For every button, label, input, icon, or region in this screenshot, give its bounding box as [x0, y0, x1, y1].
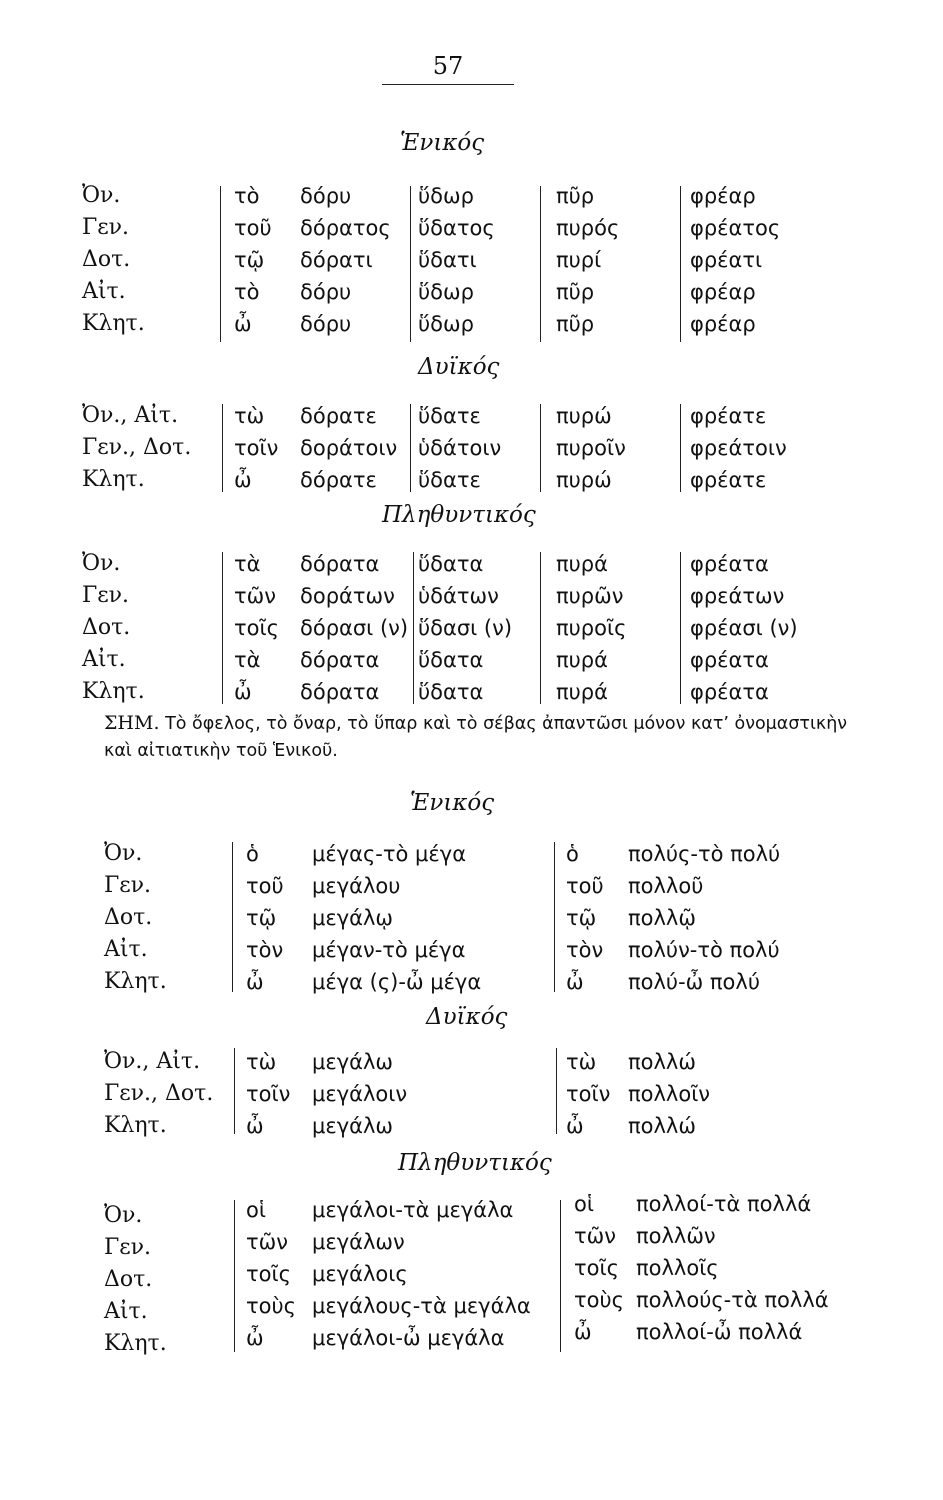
- word-form: ὕδωρ: [418, 280, 474, 304]
- article: τοῖν: [234, 436, 279, 460]
- word-form: δόρυ: [300, 280, 352, 304]
- word-form: φρέατα: [690, 680, 769, 704]
- word-form: ὕδασι (ν): [418, 616, 513, 640]
- article: ὦ: [246, 970, 264, 994]
- section1-singular-hydor: [418, 180, 495, 340]
- word-form: ὕδατος: [418, 216, 495, 240]
- divider: [234, 1048, 235, 1134]
- article: τῶν: [574, 1224, 616, 1248]
- section1-dual-articles: [234, 400, 278, 496]
- word-form: πολλῶν: [636, 1224, 716, 1248]
- word-form: δόρατα: [300, 552, 380, 576]
- word-form: πολλοῖν: [628, 1082, 711, 1106]
- section2-plural-art-polys: [574, 1188, 624, 1348]
- word-form: πυροῖς: [556, 616, 627, 640]
- note-text: Τὸ ὄφελος, τὸ ὄναρ, τὸ ὕπαρ καὶ τὸ σέβας ἀπαντῶσι μόνον κατ’ ὀνομαστικὴν καὶ αἰτιατικὴν τοῦ Ἑνικοῦ.: [104, 714, 848, 761]
- divider: [540, 404, 541, 492]
- case-label: Ὀν.: [82, 183, 121, 208]
- word-form: δόρασι (ν): [300, 616, 409, 640]
- word-form: φρέαρ: [690, 184, 756, 208]
- word-form: πυρά: [556, 680, 608, 704]
- word-form: μεγάλοι-τὰ μεγάλα: [312, 1198, 514, 1222]
- word-form: μεγάλω: [312, 1114, 393, 1138]
- case-label: Αἰτ.: [104, 1299, 148, 1324]
- word-form: ὕδατα: [418, 680, 484, 704]
- article: τὸ: [234, 184, 260, 208]
- article: ὦ: [234, 312, 252, 336]
- divider: [540, 552, 541, 704]
- word-form: φρέατος: [690, 216, 781, 240]
- word-form: πολλώ: [628, 1050, 696, 1074]
- article: ὦ: [234, 680, 252, 704]
- article: τοῖς: [574, 1256, 619, 1280]
- word-form: δόρατε: [300, 468, 377, 492]
- word-form: φρέατι: [690, 248, 763, 272]
- article: τὸν: [566, 938, 604, 962]
- word-form: μεγάλοις: [312, 1262, 408, 1286]
- article: τοῦ: [234, 216, 272, 240]
- word-form: πολλοί-τὰ πολλά: [636, 1192, 812, 1216]
- word-form: φρέατα: [690, 648, 769, 672]
- case-label: Δοτ.: [104, 905, 153, 930]
- word-form: πυρῶν: [556, 584, 624, 608]
- divider: [410, 404, 411, 492]
- case-label: Δοτ.: [82, 247, 131, 272]
- section1-plural-pyr: [556, 548, 626, 708]
- word-form: μέγα (ς)-ὦ μέγα: [312, 970, 482, 994]
- article: ὦ: [246, 1326, 264, 1350]
- word-form: πολλῷ: [628, 906, 696, 930]
- word-form: ὕδατι: [418, 248, 477, 272]
- case-label: Κλητ.: [104, 1113, 167, 1138]
- section2-dual-art-polys: [566, 1046, 610, 1142]
- word-form: ὕδατε: [418, 468, 481, 492]
- case-label: Αἰτ.: [82, 279, 126, 304]
- section1-singular-heading: Ἑνικός: [400, 130, 485, 156]
- section2-singular-art-polys: [566, 838, 604, 998]
- section2-plural-polys: [636, 1188, 829, 1348]
- word-form: δόρυ: [300, 184, 352, 208]
- article: τὼ: [246, 1050, 277, 1074]
- article: τῷ: [566, 906, 597, 930]
- word-form: ὕδωρ: [418, 312, 474, 336]
- section1-dual-pyr: [556, 400, 626, 496]
- case-label: Ὀν.: [82, 551, 121, 576]
- word-form: φρέατα: [690, 552, 769, 576]
- article: τοὺς: [246, 1294, 296, 1318]
- article: τοῦ: [566, 874, 604, 898]
- section2-singular-heading: Ἑνικός: [410, 790, 495, 816]
- word-form: πυρός: [556, 216, 620, 240]
- case-label: Ὀν., Αἰτ.: [82, 403, 179, 428]
- section2-plural-art-megas: [246, 1194, 296, 1354]
- article: τὼ: [566, 1050, 597, 1074]
- case-label: Δοτ.: [82, 615, 131, 640]
- word-form: μεγάλοιν: [312, 1082, 408, 1106]
- divider: [410, 186, 411, 342]
- case-label: Γεν.: [82, 583, 130, 608]
- case-label: Γεν., Δοτ.: [82, 435, 192, 460]
- word-form: δόρυ: [300, 312, 352, 336]
- word-form: ὕδατε: [418, 404, 481, 428]
- word-form: φρεάτοιν: [690, 436, 787, 460]
- divider: [680, 186, 681, 342]
- article: τὼ: [234, 404, 265, 428]
- word-form: πολλώ: [628, 1114, 696, 1138]
- divider: [680, 552, 681, 704]
- word-form: πυρώ: [556, 468, 612, 492]
- article: ὦ: [566, 970, 584, 994]
- section1-singular-pyr: [556, 180, 619, 340]
- case-label: Ὀν.: [104, 1203, 143, 1228]
- word-form: πυρί: [556, 248, 602, 272]
- divider: [220, 186, 221, 342]
- word-form: πῦρ: [556, 312, 595, 336]
- case-label: Κλητ.: [82, 311, 145, 336]
- divider: [540, 186, 541, 342]
- section1-singular-dory: [300, 180, 391, 340]
- article: τὸν: [246, 938, 284, 962]
- word-form: ὑδάτων: [418, 584, 499, 608]
- word-form: πῦρ: [556, 184, 595, 208]
- divider: [222, 552, 223, 704]
- word-form: μεγάλους-τὰ μεγάλα: [312, 1294, 531, 1318]
- word-form: ὕδατα: [418, 552, 484, 576]
- word-form: πῦρ: [556, 280, 595, 304]
- article: οἱ: [246, 1198, 266, 1222]
- article: τοὺς: [574, 1288, 624, 1312]
- article: ὦ: [246, 1114, 264, 1138]
- section1-singular-cases: [82, 180, 145, 340]
- page-number-rule: [382, 84, 514, 85]
- section1-plural-hydor: [418, 548, 512, 708]
- case-label: Ὀν., Αἰτ.: [104, 1049, 201, 1074]
- section1-dual-cases: [82, 400, 191, 496]
- section1-singular-articles: [234, 180, 272, 340]
- word-form: μεγάλοι-ὦ μεγάλα: [312, 1326, 505, 1350]
- divider: [234, 1200, 235, 1352]
- section1-plural-cases: [82, 548, 145, 708]
- article: τὸ: [234, 280, 260, 304]
- divider: [680, 404, 681, 492]
- article: ὁ: [566, 842, 579, 866]
- section1-plural-articles: [234, 548, 279, 708]
- word-form: δόρατα: [300, 680, 380, 704]
- word-form: φρέαρ: [690, 280, 756, 304]
- case-label: Δοτ.: [104, 1267, 153, 1292]
- word-form: δόρατα: [300, 648, 380, 672]
- word-form: φρεάτων: [690, 584, 785, 608]
- divider: [413, 552, 414, 704]
- word-form: μεγάλου: [312, 874, 401, 898]
- word-form: φρέασι (ν): [690, 616, 798, 640]
- section2-plural-megas: [312, 1194, 531, 1354]
- case-label: Αἰτ.: [104, 937, 148, 962]
- case-label: Αἰτ.: [82, 647, 126, 672]
- article: τῷ: [234, 248, 265, 272]
- section1-dual-dory: [300, 400, 397, 496]
- section2-dual-polys: [628, 1046, 710, 1142]
- section1-dual-frear: [690, 400, 787, 496]
- word-form: πολύν-τὸ πολύ: [628, 938, 780, 962]
- word-form: δόρατι: [300, 248, 373, 272]
- article: ὦ: [234, 468, 252, 492]
- word-form: ὕδωρ: [418, 184, 474, 208]
- section2-dual-cases: [104, 1046, 213, 1142]
- case-label: Γεν., Δοτ.: [104, 1081, 214, 1106]
- article: τοῖς: [234, 616, 279, 640]
- word-form: μεγάλων: [312, 1230, 405, 1254]
- word-form: μεγάλῳ: [312, 906, 393, 930]
- article: τῶν: [234, 584, 276, 608]
- article: ὦ: [574, 1320, 592, 1344]
- case-label: Γεν.: [104, 1235, 152, 1260]
- word-form: δοράτοιν: [300, 436, 398, 460]
- word-form: πολλούς-τὰ πολλά: [636, 1288, 829, 1312]
- divider: [560, 1200, 561, 1352]
- case-label: Κλητ.: [104, 1331, 167, 1356]
- section2-dual-heading: Δυϊκός: [426, 1004, 508, 1030]
- word-form: πολλοί-ὦ πολλά: [636, 1320, 803, 1344]
- section2-singular-megas: [312, 838, 481, 998]
- case-label: Κλητ.: [82, 467, 145, 492]
- divider: [554, 842, 555, 992]
- page-number: 57: [432, 52, 464, 80]
- note-label: ΣΗΜ.: [104, 712, 160, 734]
- section1-dual-heading: Δυϊκός: [418, 354, 500, 380]
- article: τοῖς: [246, 1262, 291, 1286]
- word-form: πολύ-ὦ πολύ: [628, 970, 760, 994]
- case-label: Γεν.: [82, 215, 130, 240]
- word-form: ὕδατα: [418, 648, 484, 672]
- word-form: πολλοῦ: [628, 874, 704, 898]
- section2-singular-cases: [104, 838, 167, 998]
- section2-singular-polys: [628, 838, 780, 998]
- section1-singular-frear: [690, 180, 780, 340]
- section1-plural-dory: [300, 548, 408, 708]
- section2-singular-art-megas: [246, 838, 284, 998]
- section1-plural-heading: Πληθυντικός: [382, 502, 536, 528]
- article: τῷ: [246, 906, 277, 930]
- word-form: μέγας-τὸ μέγα: [312, 842, 467, 866]
- word-form: πολλοῖς: [636, 1256, 719, 1280]
- article: ὦ: [566, 1114, 584, 1138]
- divider: [556, 1048, 557, 1134]
- word-form: πυρά: [556, 648, 608, 672]
- word-form: δόρατε: [300, 404, 377, 428]
- case-label: Κλητ.: [82, 679, 145, 704]
- section2-dual-art-megas: [246, 1046, 290, 1142]
- case-label: Γεν.: [104, 873, 152, 898]
- article: τοῖν: [566, 1082, 611, 1106]
- section1-plural-frear: [690, 548, 798, 708]
- section2-dual-megas: [312, 1046, 407, 1142]
- section1-dual-hydor: [418, 400, 501, 496]
- word-form: πυροῖν: [556, 436, 626, 460]
- word-form: μεγάλω: [312, 1050, 393, 1074]
- section2-plural-heading: Πληθυντικός: [398, 1150, 552, 1176]
- word-form: δοράτων: [300, 584, 395, 608]
- article: τοῦ: [246, 874, 284, 898]
- article: τῶν: [246, 1230, 288, 1254]
- article: ὁ: [246, 842, 259, 866]
- article: τοῖν: [246, 1082, 291, 1106]
- word-form: πυρά: [556, 552, 608, 576]
- article: τὰ: [234, 552, 261, 576]
- section2-plural-cases: [104, 1200, 167, 1360]
- word-form: φρέαρ: [690, 312, 756, 336]
- word-form: πυρώ: [556, 404, 612, 428]
- note: [104, 710, 864, 765]
- divider: [232, 842, 233, 992]
- case-label: Κλητ.: [104, 969, 167, 994]
- article: τὰ: [234, 648, 261, 672]
- word-form: φρέατε: [690, 404, 767, 428]
- word-form: φρέατε: [690, 468, 767, 492]
- case-label: Ὀν.: [104, 841, 143, 866]
- word-form: πολύς-τὸ πολύ: [628, 842, 781, 866]
- divider: [222, 404, 223, 492]
- article: οἱ: [574, 1192, 594, 1216]
- word-form: δόρατος: [300, 216, 391, 240]
- word-form: ὑδάτοιν: [418, 436, 502, 460]
- word-form: μέγαν-τὸ μέγα: [312, 938, 466, 962]
